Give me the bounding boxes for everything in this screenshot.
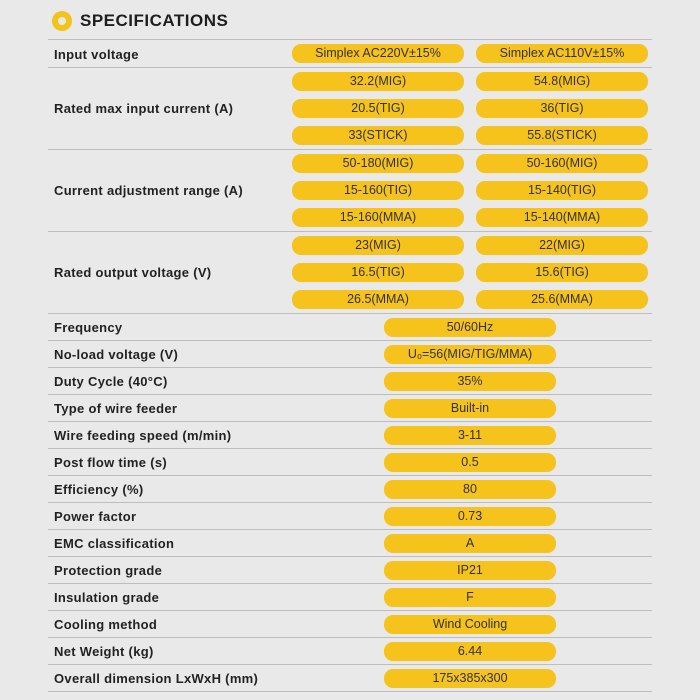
spec-value: Wind Cooling (384, 615, 556, 634)
spec-row-wire-feeding-speed (48, 421, 652, 448)
spec-value: 15-160(TIG) (292, 181, 464, 200)
circle-logo-icon (52, 11, 72, 31)
spec-value: 15.6(TIG) (476, 263, 648, 282)
spec-row-current-adjustment-range (48, 149, 652, 231)
spec-label: Current adjustment range (A) (54, 183, 243, 198)
spec-label: Cooling method (54, 617, 158, 632)
spec-value: 50-160(MIG) (476, 154, 648, 173)
spec-value: Simplex AC220V±15% (292, 44, 464, 63)
spec-row-emc-classification (48, 529, 652, 556)
spec-value: 33(STICK) (292, 126, 464, 145)
spec-label: Post flow time (s) (54, 455, 168, 470)
spec-value: 54.8(MIG) (476, 72, 648, 91)
spec-row-rated-output-voltage (48, 231, 652, 313)
spec-label: Efficiency (%) (54, 482, 144, 497)
spec-row-insulation-grade (48, 583, 652, 610)
page-title: SPECIFICATIONS (80, 11, 229, 30)
spec-label: Frequency (54, 320, 123, 335)
spec-label: Protection grade (54, 563, 163, 578)
spec-row-rated-max-input-current (48, 67, 652, 149)
spec-label: Rated max input current (A) (54, 101, 234, 116)
spec-label: Insulation grade (54, 590, 160, 605)
spec-label: Overall dimension LxWxH (mm) (54, 671, 259, 686)
spec-label: Rated output voltage (V) (54, 265, 212, 280)
spec-value: 6.44 (384, 642, 556, 661)
spec-value: 0.73 (384, 507, 556, 526)
spec-value: 3-11 (384, 426, 556, 445)
spec-value: 20.5(TIG) (292, 99, 464, 118)
spec-row-duty-cycle (48, 367, 652, 394)
spec-value: 15-160(MMA) (292, 208, 464, 227)
spec-row-cooling-method (48, 610, 652, 637)
spec-value: Simplex AC110V±15% (476, 44, 648, 63)
spec-value: 0.5 (384, 453, 556, 472)
spec-label: Power factor (54, 509, 137, 524)
spec-row-protection-grade (48, 556, 652, 583)
spec-value: 25.6(MMA) (476, 290, 648, 309)
spec-row-frequency (48, 313, 652, 340)
spec-value: 55.8(STICK) (476, 126, 648, 145)
spec-value: 16.5(TIG) (292, 263, 464, 282)
spec-value: 22(MIG) (476, 236, 648, 255)
spec-value: 50-180(MIG) (292, 154, 464, 173)
spec-value: 32.2(MIG) (292, 72, 464, 91)
specifications-table (48, 39, 652, 692)
spec-row-wire-feeder-type (48, 394, 652, 421)
spec-row-efficiency (48, 475, 652, 502)
spec-value: 50/60Hz (384, 318, 556, 337)
spec-value: A (384, 534, 556, 553)
header (52, 8, 228, 34)
spec-label: EMC classification (54, 536, 175, 551)
spec-row-overall-dimension (48, 664, 652, 692)
spec-value: 36(TIG) (476, 99, 648, 118)
spec-value: 15-140(TIG) (476, 181, 648, 200)
spec-value: 26.5(MMA) (292, 290, 464, 309)
spec-row-no-load-voltage (48, 340, 652, 367)
spec-value: F (384, 588, 556, 607)
spec-value: Built-in (384, 399, 556, 418)
spec-label: No-load voltage (V) (54, 347, 179, 362)
spec-row-input-voltage (48, 39, 652, 67)
spec-row-post-flow-time (48, 448, 652, 475)
spec-label: Input voltage (54, 47, 139, 62)
spec-value: 80 (384, 480, 556, 499)
spec-label: Net Weight (kg) (54, 644, 154, 659)
spec-row-power-factor (48, 502, 652, 529)
spec-row-net-weight (48, 637, 652, 664)
spec-value: 175x385x300 (384, 669, 556, 688)
spec-value: IP21 (384, 561, 556, 580)
spec-label: Type of wire feeder (54, 401, 178, 416)
spec-label: Duty Cycle (40°C) (54, 374, 168, 389)
spec-value: 23(MIG) (292, 236, 464, 255)
spec-value: 35% (384, 372, 556, 391)
spec-value: 15-140(MMA) (476, 208, 648, 227)
spec-value: U₀=56(MIG/TIG/MMA) (384, 345, 556, 364)
spec-label: Wire feeding speed (m/min) (54, 428, 232, 443)
